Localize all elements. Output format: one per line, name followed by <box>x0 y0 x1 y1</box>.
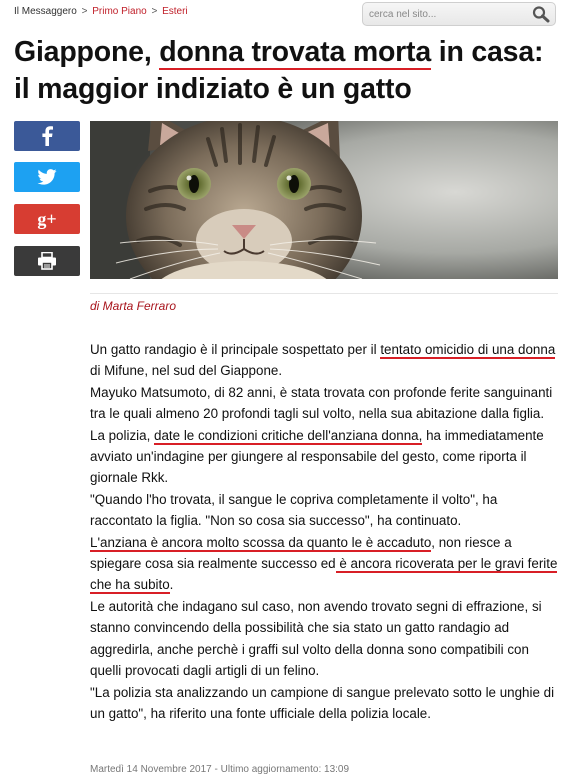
breadcrumb-separator: > <box>151 6 158 17</box>
breadcrumb <box>14 6 188 17</box>
search-box <box>362 2 556 26</box>
highlighted-text: tentato omicidio di una donna <box>380 342 556 357</box>
headline-highlight: donna trovata morta <box>159 36 432 68</box>
print-button[interactable] <box>14 246 80 276</box>
print-icon <box>37 252 57 270</box>
breadcrumb-home[interactable]: Il Messaggero <box>14 6 77 17</box>
article-paragraph <box>90 425 560 489</box>
twitter-icon <box>37 169 57 185</box>
search-input[interactable] <box>369 7 519 22</box>
facebook-icon <box>41 126 53 146</box>
headline-part2: in casa: il maggior indiziato è un gatto <box>14 36 544 105</box>
article-date: Martedì 14 Novembre 2017 - Ultimo aggiornamento: 13:09 <box>90 764 350 775</box>
highlighted-text: è ancora ricoverata per le gravi ferite che ha subito <box>90 556 558 593</box>
text-span: . <box>169 577 174 593</box>
article-hero-image <box>90 121 558 279</box>
headline-part1: Giappone, <box>14 36 160 68</box>
share-googleplus-button[interactable] <box>14 204 80 234</box>
breadcrumb-separator: > <box>81 6 88 17</box>
article-body <box>90 339 560 724</box>
share-facebook-button[interactable] <box>14 121 80 151</box>
breadcrumb-esteri[interactable]: Esteri <box>162 6 188 17</box>
article-paragraph: Le autorità che indagano sul caso, non avendo trovato segni di effrazione, si stanno convincendo della possibilità che sia stato un gatto randagio ad aggredirla, anche perchè i graffi sul volto della donna sono compatibili con quelli provocati dagli artigli di un felino. <box>90 598 542 679</box>
breadcrumb-primo-piano[interactable]: Primo Piano <box>92 6 147 17</box>
search-icon <box>531 5 551 23</box>
divider <box>90 293 558 294</box>
text-span: di Mifune, nel sud del Giappone. <box>90 363 283 379</box>
author-byline[interactable]: di Marta Ferraro <box>90 299 177 313</box>
cat-photo <box>90 121 558 279</box>
text-span: La polizia, <box>90 427 155 443</box>
article-paragraph: Mayuko Matsumoto, di 82 anni, è stata trovata con profonde ferite sanguinanti tra le quali almeno 20 profondi tagli sul volto, nella sua abitazione dalla figlia. <box>90 384 553 422</box>
article-paragraph <box>90 532 560 596</box>
google-plus-icon: g+ <box>37 208 57 229</box>
article-paragraph: "La polizia sta analizzando un campione di sangue prelevato sotto le unghie di un gatto", ha riferito una fonte ufficiale della polizia locale. <box>90 684 555 721</box>
article-paragraph <box>90 339 560 382</box>
text-span: ha immediatamente avviato un'indagine per giungere al responsabile del gesto, come riporta il giornale Rkk. <box>90 427 544 486</box>
highlighted-text: L'anziana è ancora molto scossa da quanto le è accaduto <box>90 534 432 550</box>
highlighted-text: date le condizioni critiche dell'anziana donna, <box>154 427 423 443</box>
page-title <box>14 34 562 108</box>
text-span: , non riesce a spiegare cosa sia realmente successo ed <box>90 534 512 572</box>
search-button[interactable] <box>531 5 551 23</box>
share-twitter-button[interactable] <box>14 162 80 192</box>
text-span: Un gatto randagio è il principale sospettato per il <box>90 342 381 357</box>
article-paragraph: "Quando l'ho trovata, il sangue le copriva completamente il volto", ha raccontato la figlia. "Non so cosa sia successo", ha continuato. <box>90 491 498 529</box>
